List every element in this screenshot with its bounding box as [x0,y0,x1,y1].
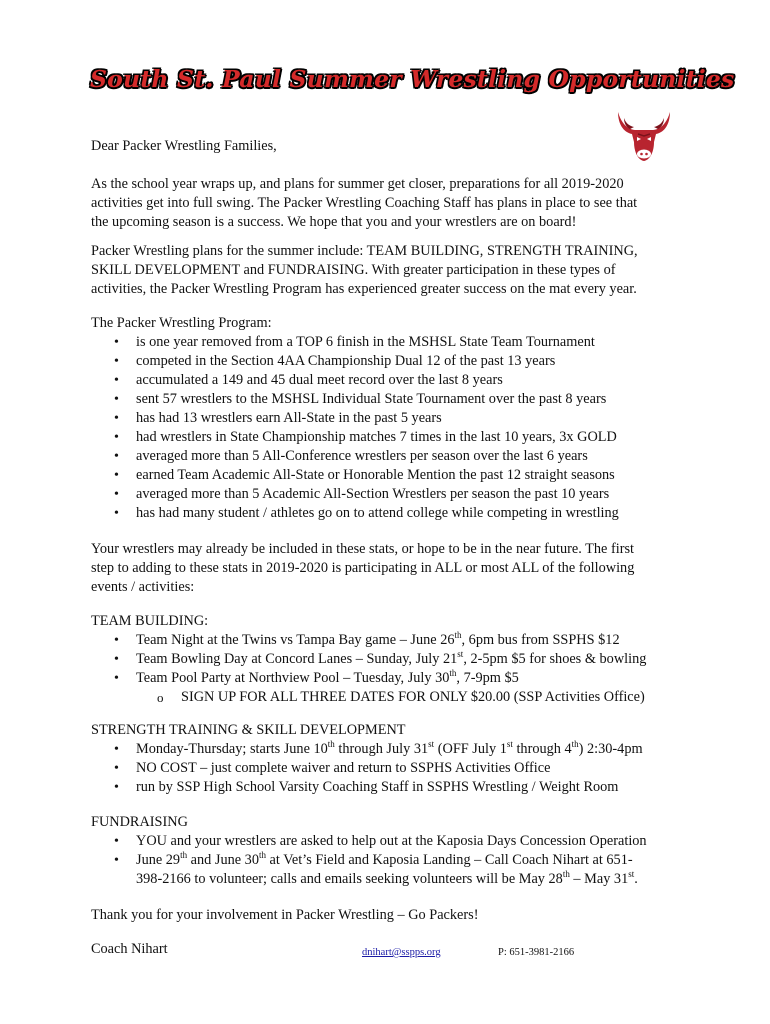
strength-heading: STRENGTH TRAINING & SKILL DEVELOPMENT [91,722,406,738]
stats-paragraph [91,540,681,597]
list-item: • had wrestlers in State Championship matches 7 times in the last 10 years, 3x GOLD [91,428,681,447]
list-item: • Monday-Thursday; starts June 10th through July 31st (OFF July 1st through 4th) 2:30-4pm [91,740,681,759]
team-building-heading: TEAM BUILDING: [91,613,209,629]
closing-text: Thank you for your involvement in Packer Wrestling – Go Packers! [91,907,479,923]
list-item: • June 29th and June 30th at Vet’s Field and Kaposia Landing – Call Coach Nihart at 651- 398-2166 to volunteer; calls and emails seeking volunteers will be May 28th – May 31st. [91,851,681,889]
signature: Coach Nihart [91,941,168,957]
list-item: • Team Pool Party at Northview Pool – Tuesday, July 30th, 7-9pm $5 [91,669,681,688]
email-link[interactable]: dnihart@sspps.org [362,947,441,958]
intro-line: activities get into full swing. The Packer Wrestling Coaching Staff has plans in place to see that [91,195,638,211]
program-section [91,314,681,523]
strength-section [91,721,681,797]
greeting [91,137,681,156]
greeting-text: Dear Packer Wrestling Families, [91,138,277,154]
plans-line: Packer Wrestling plans for the summer include: TEAM BUILDING, STRENGTH TRAINING, [91,243,638,259]
fundraising-section [91,813,681,889]
list-item: • earned Team Academic All-State or Honorable Mention the past 12 straight seasons [91,466,681,485]
stats-line: events / activities: [91,579,195,595]
sub-list-item: o SIGN UP FOR ALL THREE DATES FOR ONLY $20.00 (SSP Activities Office) [91,688,681,707]
list-item: • NO COST – just complete waiver and return to SSPHS Activities Office [91,759,681,778]
fundraising-list [91,832,681,889]
list-item: • run by SSP High School Varsity Coaching Staff in SSPHS Wrestling / Weight Room [91,778,681,797]
program-heading: The Packer Wrestling Program: [91,315,272,331]
list-item: • competed in the Section 4AA Championship Dual 12 of the past 13 years [91,352,681,371]
strength-list [91,740,681,797]
plans-paragraph [91,242,681,299]
phone-number: P: 651-3981-2166 [498,947,575,958]
intro-paragraph [91,175,681,232]
closing [91,906,681,925]
list-item: • has had many student / athletes go on to attend college while competing in wrestling [91,504,681,523]
list-item: • averaged more than 5 All-Conference wrestlers per season over the last 6 years [91,447,681,466]
list-item: • Team Bowling Day at Concord Lanes – Sunday, July 21st, 2-5pm $5 for shoes & bowling [91,650,681,669]
stats-line: Your wrestlers may already be included in these stats, or hope to be in the near future. The first [91,541,635,557]
list-item: • YOU and your wrestlers are asked to help out at the Kaposia Days Concession Operation [91,832,681,851]
team-building-section [91,612,681,707]
list-item: • accumulated a 149 and 45 dual meet record over the last 8 years [91,371,681,390]
team-building-list [91,631,681,688]
list-item: • has had 13 wrestlers earn All-State in the past 5 years [91,409,681,428]
plans-line: SKILL DEVELOPMENT and FUNDRAISING. With greater participation in these types of [91,262,616,278]
stats-line: step to adding to these stats in 2019-2020 is participating in ALL or most ALL of the following [91,560,635,576]
intro-line: the upcoming season is a success. We hope that you and your wrestlers are on board! [91,214,577,230]
list-item: • is one year removed from a TOP 6 finish in the MSHSL State Team Tournament [91,333,681,352]
document-title: South St. Paul Summer Wrestling Opportunities [90,65,735,93]
signature-line [91,940,691,960]
list-item: • sent 57 wrestlers to the MSHSL Individual State Tournament over the past 8 years [91,390,681,409]
list-item: • Team Night at the Twins vs Tampa Bay game – June 26th, 6pm bus from SSPHS $12 [91,631,681,650]
intro-line: As the school year wraps up, and plans for summer get closer, preparations for all 2019-2020 [91,176,624,192]
team-building-sublist [91,688,681,707]
program-list [91,333,681,523]
fundraising-heading: FUNDRAISING [91,814,188,830]
list-item: • averaged more than 5 Academic All-Section Wrestlers per season the past 10 years [91,485,681,504]
plans-line: activities, the Packer Wrestling Program has experienced greater success on the mat every year. [91,281,637,297]
